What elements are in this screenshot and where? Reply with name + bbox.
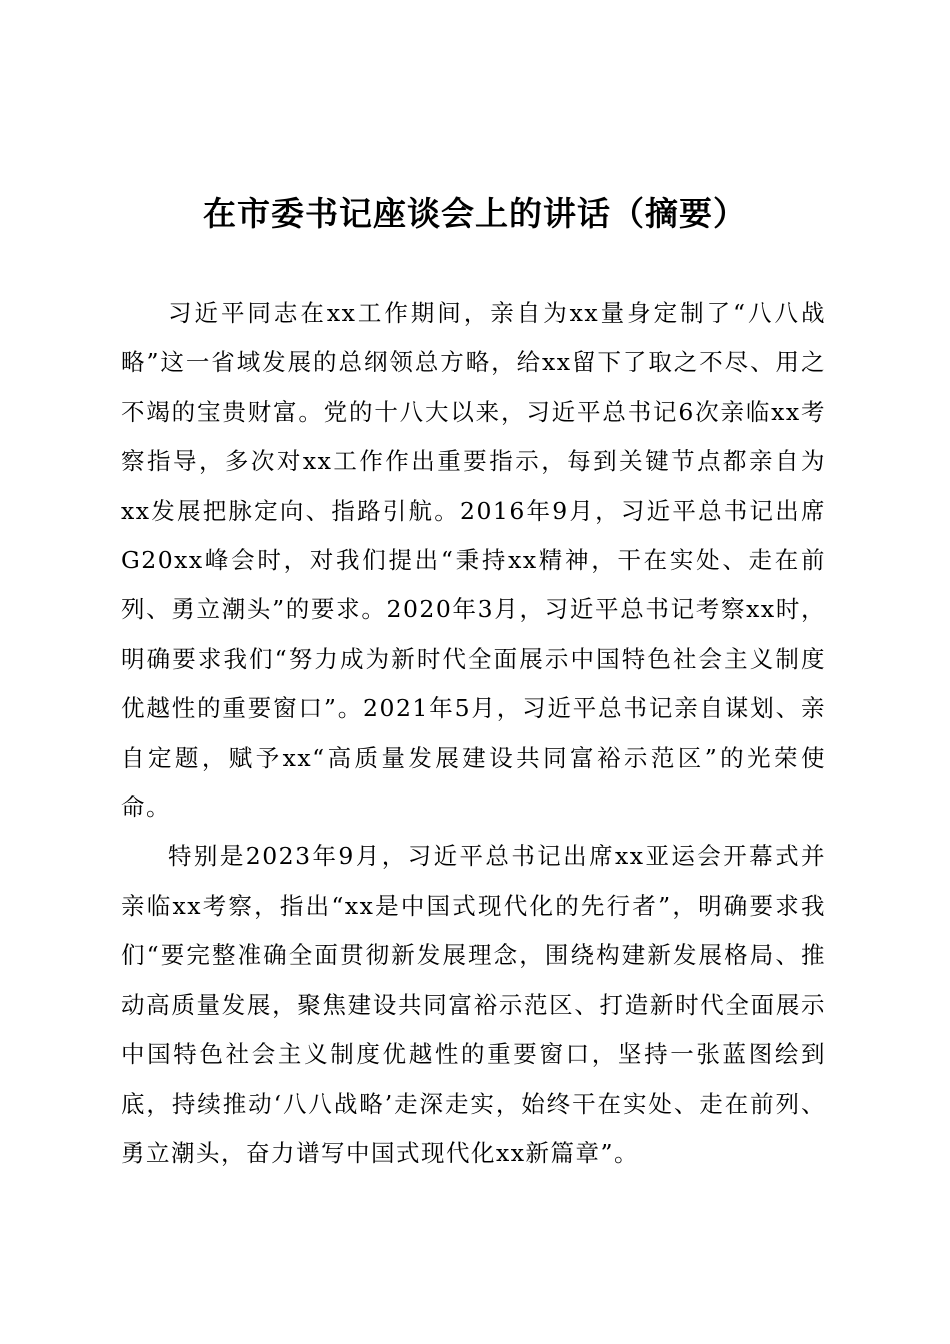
paragraph-2: 特别是2023年9月，习近平总书记出席xx亚运会开幕式并亲临xx考察，指出“xx是中国式现代化的先行者”，明确要求我们“要完整准确全面贯彻新发展理念，围绕构建新发展格局、推动高质量发展，聚焦建设共同富裕示范区、打造新时代全面展示中国特色社会主义制度优越性的重要窗口，坚持一张蓝图绘到底，持续推动‘八八战略’走深走实，始终干在实处、走在前列、勇立潮头，奋力谱写中国式现代化xx新篇章”。 — [121, 842, 826, 1167]
paragraph-1: 习近平同志在xx工作期间，亲自为xx量身定制了“八八战略”这一省域发展的总纲领总方略，给xx留下了取之不尽、用之不竭的宝贵财富。党的十八大以来，习近平总书记6次亲临xx考察指导，多次对xx工作作出重要指示，每到关键节点都亲自为xx发展把脉定向、指路引航。2016年9月，习近平总书记出席G20xx峰会时，对我们提出“秉持xx精神，干在实处、走在前列、勇立潮头”的要求。2020年3月，习近平总书记考察xx时，明确要求我们“努力成为新时代全面展示中国特色社会主义制度优越性的重要窗口”。2021年5月，习近平总书记亲自谋划、亲自定题，赋予xx“高质量发展建设共同富裕示范区”的光荣使命。 — [121, 299, 826, 822]
document-body — [121, 289, 826, 1178]
document-title: 在市委书记座谈会上的讲话（摘要） — [203, 194, 747, 233]
